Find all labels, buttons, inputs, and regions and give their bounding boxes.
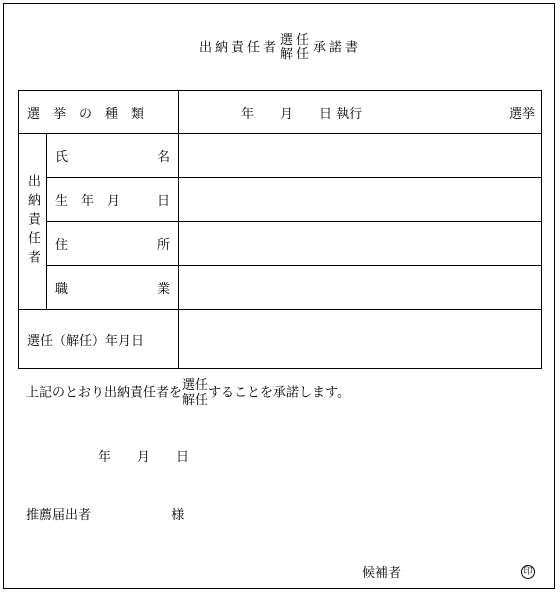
- seal-mark: [521, 563, 535, 579]
- row-label-left: 氏: [55, 150, 69, 165]
- statement-option-stack: [182, 378, 208, 408]
- document-title: [0, 34, 560, 62]
- row-label-cell: [47, 134, 179, 178]
- row-label-left: 住: [55, 238, 69, 253]
- signing-date: 年 月 日: [98, 450, 190, 465]
- election-suffix: 選挙: [508, 106, 535, 122]
- row-label-right: 所: [157, 238, 171, 253]
- row-label-cell: [47, 266, 179, 310]
- officer-form-table: [18, 90, 542, 369]
- election-kind-row: [19, 91, 542, 134]
- row-label-cell: [47, 222, 179, 266]
- statement-option-dismiss: 解任: [182, 393, 209, 408]
- title-option-stack: [280, 34, 312, 62]
- name-field[interactable]: [179, 134, 542, 178]
- election-kind-label-cell: [19, 91, 179, 134]
- table-row: [19, 222, 542, 266]
- table-row: [19, 266, 542, 310]
- candidate-line: [362, 562, 401, 581]
- row-label-right: 業: [157, 282, 171, 297]
- title-option-dismiss: 解任: [279, 47, 312, 62]
- title-suffix: 承諾書: [313, 40, 362, 56]
- address-field[interactable]: [179, 222, 542, 266]
- election-kind-value-cell[interactable]: [179, 91, 542, 134]
- appoint-date-label-cell: [19, 310, 179, 369]
- row-label-left: 職: [55, 282, 69, 297]
- title-prefix: 出納責任者: [198, 40, 279, 56]
- appoint-date-row: [19, 310, 542, 369]
- recipient-line: [26, 504, 184, 523]
- recipient-label: 推薦届出者: [26, 508, 92, 523]
- consent-statement: [26, 378, 350, 408]
- seal-icon: 印: [521, 565, 535, 579]
- row-label-right: 日: [157, 194, 171, 209]
- title-option-appoint: 選任: [279, 33, 312, 48]
- candidate-label: 候補者: [362, 566, 402, 581]
- appoint-date-field[interactable]: [179, 310, 542, 369]
- appoint-date-label: 選任（解任）年月日: [27, 333, 145, 349]
- officer-label: 出納責任者: [25, 174, 40, 269]
- election-kind-label: 選 挙 の 種 類: [27, 106, 145, 122]
- officer-label-cell: [19, 134, 47, 310]
- birthdate-field[interactable]: [179, 178, 542, 222]
- row-label-left: 生 年 月: [55, 194, 121, 209]
- election-date-text: 年 月 日 執行: [241, 106, 363, 122]
- row-label-right: 名: [157, 150, 171, 165]
- statement-suffix: することを承諾します。: [208, 385, 350, 401]
- table-row: [19, 134, 542, 178]
- statement-option-appoint: 選任: [182, 378, 209, 393]
- statement-prefix: 上記のとおり出納責任者を: [26, 385, 183, 401]
- occupation-field[interactable]: [179, 266, 542, 310]
- recipient-honorific: 様: [171, 508, 185, 523]
- row-label-cell: [47, 178, 179, 222]
- table-row: [19, 178, 542, 222]
